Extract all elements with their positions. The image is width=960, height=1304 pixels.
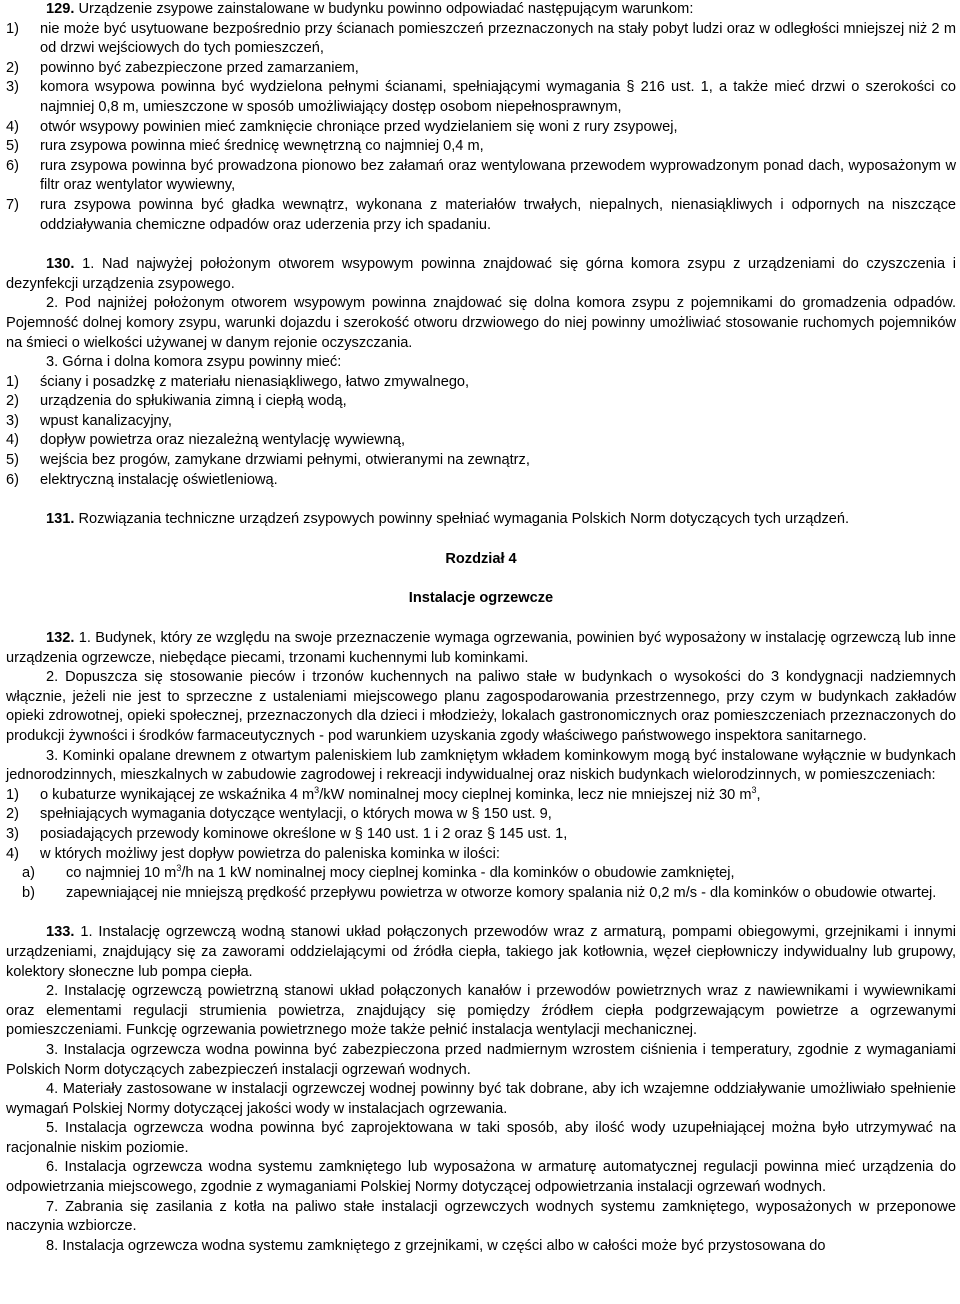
paragraph-text: 1. Budynek, który ze względu na swoje przeznaczenie wymaga ogrzewania, powinien być wyposażony w instalację ogrzewczą lub inne urządzenia ogrzewcze, niebędące piecami, trzonami kuchennymi lub kominkami. <box>6 630 956 666</box>
list-text: nie może być usytuowane bezpośrednio przy ścianach pomieszczeń przeznaczonych na stały pobyt ludzi oraz w odległości mniejszej niż 2 m od drzwi wejściowych do tych pomieszczeń, <box>40 20 956 57</box>
section-number: 129. <box>46 1 75 17</box>
section-number: 130. <box>46 256 75 273</box>
section-133-p3: 3. Instalacja ogrzewcza wodna powinna być zabezpieczona przed nadmiernym wzrostem ciśnienia i temperatury, zgodnie z wymaganiami Polskich Norm dotyczących zabezpieczeń instalacji ogrzewań wodnych. <box>6 1041 956 1078</box>
sub-list-item: a) co najmniej 10 $m^3/h$ na 1 kW nominalnej mocy cieplnej kominka - dla kominków o obudowie zamkniętej, <box>22 863 735 882</box>
list-item: 3) posiadających przewody kominowe określone w § 140 ust. 1 i 2 oraz § 145 ust. 1, <box>6 825 568 842</box>
list-text: rura zsypowa powinna być prowadzona pionowo bez załamań oraz wentylowana przewodem wyprowadzonym ponad dach, wyposażonym w filtr oraz wentylator wywiewny, <box>40 157 956 194</box>
list-item <box>6 431 956 451</box>
list-item: 2) spełniających wymagania dotyczące wentylacji, o których mowa w § 150 ust. 9, <box>6 806 552 823</box>
list-item <box>6 137 956 157</box>
section-130-list <box>6 373 956 491</box>
sub-list-item: b) zapewniającej nie mniejszą prędkość przepływu powietrza w otworze komory spalania niż 0,2 m/s - dla kominków o obudowie otwartej. <box>22 884 937 901</box>
list-number: 4) <box>6 118 19 135</box>
list-number: 3) <box>6 79 19 96</box>
section-132-p1 <box>6 629 956 668</box>
list-text: elektryczną instalację oświetleniową. <box>40 471 278 488</box>
list-text: dopływ powietrza oraz niezależną wentylację wywiewną, <box>40 432 406 449</box>
section-133-p1 <box>6 923 956 982</box>
list-item <box>6 412 956 432</box>
list-item <box>6 373 956 393</box>
section-133-p7: 7. Zabrania się zasilania z kotła na paliwo stałe instalacji ogrzewczych wodnych systemu zamkniętego, wyposażonych w przeponowe naczynia wzbiorcze. <box>6 1198 956 1235</box>
list-item <box>6 59 956 79</box>
list-text: otwór wsypowy powinien mieć zamknięcie chroniące przed wydzielaniem się woni z rury zsypowej, <box>40 118 678 135</box>
section-130-p2: 2. Pod najniżej położonym otworem wsypowym powinna znajdować się dolna komora zsypu z pojemnikami do gromadzenia odpadów. Pojemność dolnej komory zsypu, warunki dojazdu i szerokość otworu drzwiowego do niej powinny umożliwiać stosowanie ruchomych pojemników na śmieci o wielkości używanej w danym rejonie oczyszczania. <box>6 295 956 351</box>
section-number: 131. <box>46 511 75 528</box>
section-131 <box>6 510 956 530</box>
paragraph-text: Rozwiązania techniczne urządzeń zsypowych powinny spełniać wymagania Polskich Norm dotyczących tych urządzeń. <box>78 511 850 528</box>
section-number: 133. <box>46 924 75 941</box>
list-item <box>6 451 956 471</box>
chapter-label: Rozdział 4 <box>445 550 517 567</box>
list-item <box>6 78 956 117</box>
section-133-p2: 2. Instalację ogrzewczą powietrzną stanowi układ połączonych kanałów i przewodów powietrznych wraz z nawiewnikami i wywiewnikami oraz elementami regulacji strumienia powietrza, znajdujący się pomiędzy źródłem ciepła podgrzewającym powietrze a ogrzewanymi pomieszczeniami. Funkcję ogrzewania powietrznego może także pełnić instalacja wentylacji mechanicznej. <box>6 983 956 1039</box>
section-133-p5: 5. Instalacja ogrzewcza wodna powinna być zaprojektowana w taki sposób, aby ilość wody uzupełniającej można było utrzymywać na racjonalnie niskim poziomie. <box>6 1120 956 1156</box>
section-number: 132. <box>46 630 75 647</box>
list-number: 7) <box>6 196 19 213</box>
list-item <box>6 118 956 138</box>
section-132-p2: 2. Dopuszcza się stosowanie pieców i trzonów kuchennych na paliwo stałe w budynkach o wysokości do 3 kondygnacji nadziemnych włącznie, jeżeli nie jest to sprzeczne z ustaleniami miejscowego planu zagospodarowania przestrzennego, przy czym w budynkach zakładów opieki zdrowotnej, opieki społecznej, przeznaczonych dla dzieci i młodzieży, lokalach gastronomicznych oraz pomieszczeniach przeznaczonych do produkcji żywności i środków farmaceutycznych - pod warunkiem uzyskania zgody właściwego państwowego inspektora sanitarnego. <box>6 669 956 744</box>
section-130-p3: 3. Górna i dolna komora zsypu powinny mieć: <box>46 354 342 371</box>
section-130-p1 <box>6 255 956 294</box>
list-item: 1) o kubaturze wynikającej ze wskaźnika 4 $m^3/kW$ nominalnej mocy cieplnej kominka, lecz nie mniejszej niż 30 $m^3$, <box>6 784 761 803</box>
list-text: komora wsypowa powinna być wydzielona pełnymi ścianami, spełniającymi wymagania § 216 ust. 1, a także mieć drzwi o szerokości co najmniej 0,8 m, umieszczone w sposób umożliwiający dostęp osobom niepełnosprawnym, <box>40 79 956 115</box>
list-text: urządzenia do spłukiwania zimną i ciepłą wodą, <box>40 393 347 410</box>
list-item <box>6 196 956 235</box>
section-133-p4: 4. Materiały zastosowane w instalacji ogrzewczej wodnej powinny być tak dobrane, aby ich wzajemne oddziaływanie umożliwiało spełnienie wymagań Polskiej Normy dotyczącej jakości wody w instalacjach ogrzewania. <box>6 1081 956 1117</box>
list-item <box>6 157 956 196</box>
list-text: wpust kanalizacyjny, <box>40 412 172 429</box>
list-number: 2) <box>6 393 19 410</box>
list-number: 6) <box>6 157 19 174</box>
list-text: powinno być zabezpieczone przed zamarzaniem, <box>40 59 359 76</box>
list-text: rura zsypowa powinna być gładka wewnątrz, wykonana z materiałów trwałych, niepalnych, nienasiąkliwych i odpornych na niszczące oddziaływania chemiczne odpadów oraz uderzenia przy ich spadaniu. <box>40 196 956 233</box>
list-number: 4) <box>6 432 19 449</box>
paragraph-text: Urządzenie zsypowe zainstalowane w budynku powinno odpowiadać następującym warunkom: <box>78 1 694 17</box>
list-number: 5) <box>6 138 19 155</box>
list-item <box>6 471 956 491</box>
list-number: 1) <box>6 20 19 37</box>
list-number: 2) <box>6 59 19 76</box>
list-number: 5) <box>6 452 19 469</box>
section-129-list <box>6 20 956 236</box>
paragraph-text: 1. Instalację ogrzewczą wodną stanowi układ połączonych przewodów wraz z armaturą, pompami obiegowymi, grzejnikami i innymi urządzeniami, znajdujący się za zaworami oddzielającymi od źródła ciepła, takiego jak kotłownia, węzeł ciepłowniczy indywidualny lub grupowy, kolektory słoneczne lub pompa ciepła. <box>6 924 956 980</box>
list-text: wejścia bez progów, zamykane drzwiami pełnymi, otwieranymi na zewnątrz, <box>40 452 530 469</box>
list-text: rura zsypowa powinna mieć średnicę wewnętrzną co najmniej 0,4 m, <box>40 138 484 155</box>
list-number: 3) <box>6 412 19 429</box>
list-item: 4) w których możliwy jest dopływ powietrza do paleniska kominka w ilości: <box>6 845 500 862</box>
section-133-p6: 6. Instalacja ogrzewcza wodna systemu zamkniętego lub wyposażona w armaturę automatycznej regulacji powinna mieć urządzenia do odpowietrzania miejscowego, zgodnie z wymaganiami Polskiej Normy dotyczącej odpowietrzania instalacji ogrzewań wodnych. <box>6 1159 956 1196</box>
section-133-p8: 8. Instalacja ogrzewcza wodna systemu zamkniętego z grzejnikami, w części albo w całości może być przystosowana do <box>46 1237 826 1254</box>
list-item <box>6 20 956 59</box>
list-item <box>6 392 956 412</box>
list-text: ściany i posadzkę z materiału nienasiąkliwego, łatwo zmywalnego, <box>40 373 470 390</box>
section-132-p3: 3. Kominki opalane drewnem z otwartym paleniskiem lub zamkniętym wkładem kominkowym mogą być instalowane wyłącznie w budynkach jednorodzinnych, mieszkalnych w zabudowie zagrodowej i rekreacji indywidualnej oraz niskich budynkach wielorodzinnych, w pomieszczeniach: <box>6 747 956 784</box>
section-129-intro <box>6 0 956 20</box>
chapter-title: Instalacje ogrzewcze <box>408 590 554 607</box>
list-number: 1) <box>6 373 19 390</box>
paragraph-text: 1. Nad najwyżej położonym otworem wsypowym powinna znajdować się górna komora zsypu z urządzeniami do czyszczenia i dezynfekcji urządzenia zsypowego. <box>6 256 957 292</box>
list-number: 6) <box>6 471 19 488</box>
